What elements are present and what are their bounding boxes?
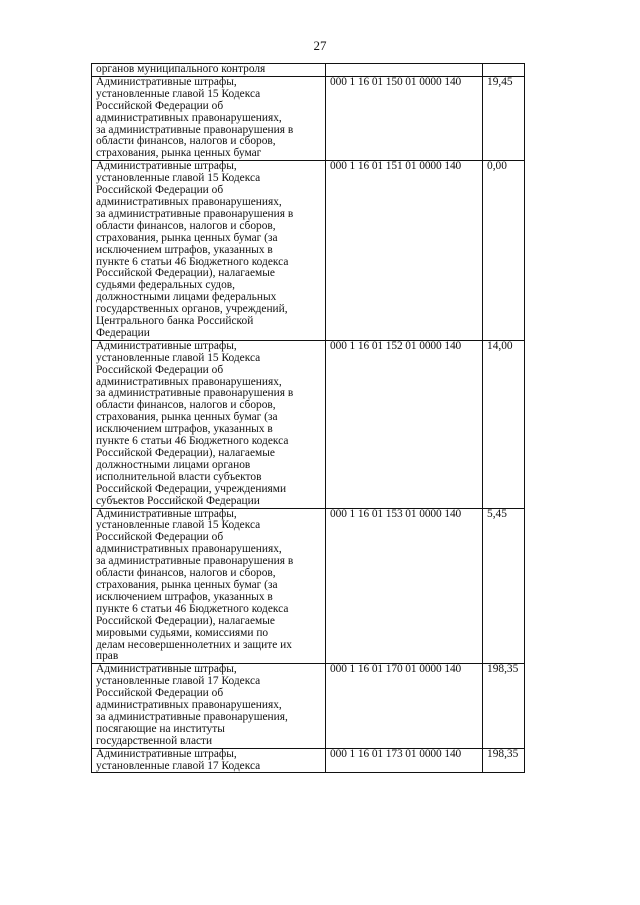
- table-row: [92, 161, 525, 341]
- description-line: пункте 6 статьи 46 Бюджетного кодекса: [96, 602, 289, 615]
- description-line: Российской Федерации об: [96, 184, 224, 197]
- description-line: Российской Федерации, учреждениями: [96, 482, 287, 495]
- budget-code-cell: [326, 64, 483, 77]
- budget-code-cell: 000 1 16 01 151 01 0000 140: [326, 161, 483, 341]
- description-line: исключением штрафов, указанных в: [96, 590, 273, 603]
- description-line: посягающие на институты: [96, 722, 225, 735]
- table-body: [92, 64, 525, 773]
- description-line: органов муниципального контроля: [96, 63, 266, 75]
- description-line: административных правонарушениях,: [96, 543, 282, 556]
- description-line: Российской Федерации об: [96, 531, 224, 544]
- description-cell: [92, 340, 326, 508]
- description-line: исполнительной власти субъектов: [96, 470, 262, 483]
- description-line: за административные правонарушения в: [96, 387, 294, 400]
- description-line: Российской Федерации), налагаемые: [96, 267, 275, 280]
- description-cell: [92, 664, 326, 748]
- page-number: 27: [313, 38, 327, 53]
- description-line: субъектов Российской Федерации: [96, 494, 260, 507]
- description-line: Российской Федерации об: [96, 363, 224, 376]
- description-line: административных правонарушениях,: [96, 699, 282, 712]
- description-cell: [92, 161, 326, 341]
- description-line: установленные главой 15 Кодекса: [96, 351, 261, 364]
- description-line: Российской Федерации), налагаемые: [96, 447, 275, 459]
- description-line: прав: [96, 650, 119, 663]
- table-row: [92, 76, 525, 160]
- description-line: установленные главой 15 Кодекса: [96, 87, 261, 100]
- description-line: установленные главой 15 Кодекса: [96, 519, 261, 532]
- description-line: делам несовершеннолетних и защите их: [96, 638, 292, 651]
- description-line: области финансов, налогов и сборов,: [96, 135, 276, 148]
- description-line: административных правонарушениях,: [96, 375, 282, 388]
- description-line: за административные правонарушения в: [96, 123, 294, 136]
- amount-cell: 0,00: [483, 161, 525, 341]
- description-line: Административные штрафы,: [96, 507, 237, 520]
- description-line: пункте 6 статьи 46 Бюджетного кодекса: [96, 435, 289, 448]
- amount-cell: 198,35: [483, 748, 525, 773]
- description-line: пункте 6 статьи 46 Бюджетного кодекса: [96, 255, 289, 268]
- table-row: [92, 664, 525, 748]
- description-line: области финансов, налогов и сборов,: [96, 219, 276, 232]
- description-cell: [92, 508, 326, 664]
- description-line: Российской Федерации), налагаемые: [96, 614, 275, 627]
- description-cell: [92, 748, 326, 773]
- description-line: области финансов, налогов и сборов,: [96, 399, 276, 412]
- amount-cell: [483, 64, 525, 77]
- table-row: [92, 64, 525, 77]
- description-line: Административные штрафы,: [96, 75, 237, 88]
- description-line: за административные правонарушения в: [96, 207, 294, 220]
- description-line: области финансов, налогов и сборов,: [96, 567, 276, 580]
- description-line: установленные главой 17 Кодекса: [96, 675, 261, 688]
- description-line: административных правонарушениях,: [96, 111, 282, 124]
- description-line: государственной власти: [96, 734, 213, 747]
- description-line: должностными лицами федеральных: [96, 291, 277, 304]
- budget-code-cell: 000 1 16 01 152 01 0000 140: [326, 340, 483, 508]
- description-line: административных правонарушениях,: [96, 195, 282, 208]
- description-cell: [92, 64, 326, 77]
- description-line: страхования, рынка ценных бумаг (за: [96, 578, 278, 591]
- description-line: исключением штрафов, указанных в: [96, 423, 273, 436]
- description-line: Федерации: [96, 326, 150, 339]
- description-line: страхования, рынка ценных бумаг (за: [96, 411, 278, 424]
- description-line: Административные штрафы,: [96, 663, 237, 676]
- amount-cell: 198,35: [483, 664, 525, 748]
- budget-code-cell: 000 1 16 01 173 01 0000 140: [326, 748, 483, 773]
- description-line: Российской Федерации об: [96, 687, 224, 700]
- description-line: судьями федеральных судов,: [96, 279, 236, 292]
- amount-cell: 5,45: [483, 508, 525, 664]
- description-line: установленные главой 17 Кодекса: [96, 759, 261, 772]
- amount-cell: 14,00: [483, 340, 525, 508]
- description-line: Административные штрафы,: [96, 747, 237, 760]
- budget-code-cell: 000 1 16 01 153 01 0000 140: [326, 508, 483, 664]
- description-line: за административные правонарушения,: [96, 710, 288, 723]
- description-line: мировыми судьями, комиссиями по: [96, 626, 269, 639]
- description-line: страхования, рынка ценных бумаг: [96, 147, 262, 160]
- amount-cell: 19,45: [483, 76, 525, 160]
- description-line: Российской Федерации об: [96, 99, 224, 112]
- description-line: Административные штрафы,: [96, 160, 237, 173]
- description-line: Центрального банка Российской: [96, 315, 254, 328]
- description-line: исключением штрафов, указанных в: [96, 243, 273, 256]
- description-line: страхования, рынка ценных бумаг (за: [96, 231, 278, 244]
- description-line: установленные главой 15 Кодекса: [96, 172, 261, 185]
- table-row: [92, 748, 525, 773]
- description-cell: [92, 76, 326, 160]
- description-line: должностными лицами органов: [96, 458, 251, 471]
- description-line: Административные штрафы,: [96, 339, 237, 352]
- revenue-table: [91, 63, 525, 773]
- budget-code-cell: 000 1 16 01 170 01 0000 140: [326, 664, 483, 748]
- table-row: [92, 508, 525, 664]
- budget-code-cell: 000 1 16 01 150 01 0000 140: [326, 76, 483, 160]
- table-row: [92, 340, 525, 508]
- description-line: государственных органов, учреждений,: [96, 303, 288, 316]
- description-line: за административные правонарушения в: [96, 555, 294, 568]
